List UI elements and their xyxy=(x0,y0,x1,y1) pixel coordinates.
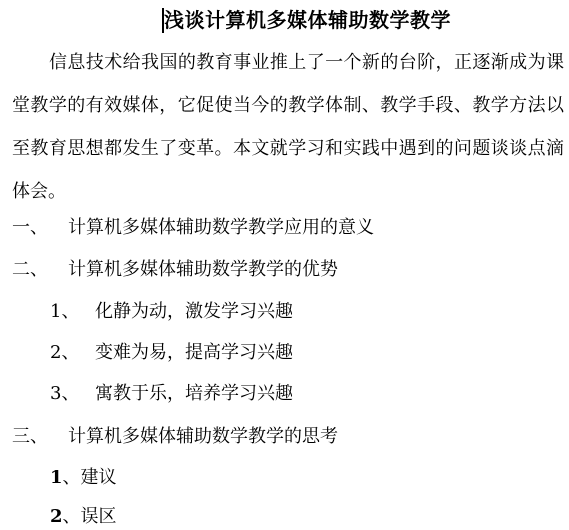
item-text: 化静为动，激发学习兴趣 xyxy=(95,301,293,322)
item-number: 1、 xyxy=(50,301,80,322)
intro-paragraph: 信息技术给我国的教育事业推上了一个新的台阶，正逐渐成为课堂教学的有效媒体，它促使当今的教学体制、教学手段、教学方法以至教育思想都发生了变革。本文就学习和实践中遇到的问题谈谈点滴体会。 xyxy=(12,52,564,202)
section-text: 计算机多媒体辅助数学教学应用的意义 xyxy=(68,217,374,238)
advantage-item-1 xyxy=(50,299,293,325)
section-text: 计算机多媒体辅助数学教学的优势 xyxy=(68,259,338,280)
thought-item-2 xyxy=(50,504,117,530)
section-heading-3 xyxy=(12,424,338,450)
item-text: 建议 xyxy=(80,467,117,488)
item-text: 寓教于乐，培养学习兴趣 xyxy=(95,383,293,404)
section-heading-2 xyxy=(12,257,338,283)
thought-item-1 xyxy=(50,465,117,491)
section-number: 二、 xyxy=(12,259,48,280)
item-number: 3、 xyxy=(50,383,80,404)
item-separator: 、 xyxy=(62,506,81,527)
section-number: 一、 xyxy=(12,217,48,238)
item-number: 2、 xyxy=(50,342,80,363)
advantage-item-2 xyxy=(50,340,293,366)
item-text: 变难为易，提高学习兴趣 xyxy=(95,342,293,363)
section-heading-1 xyxy=(12,215,374,241)
item-text: 误区 xyxy=(80,506,117,527)
advantage-item-3 xyxy=(50,381,293,407)
item-separator: 、 xyxy=(62,467,81,488)
section-text: 计算机多媒体辅助数学教学的思考 xyxy=(68,426,338,447)
item-number: 2 xyxy=(50,506,63,527)
item-number: 1 xyxy=(50,467,63,488)
document-title: 浅谈计算机多媒体辅助数学教学 xyxy=(164,8,451,32)
section-number: 三、 xyxy=(12,426,48,447)
